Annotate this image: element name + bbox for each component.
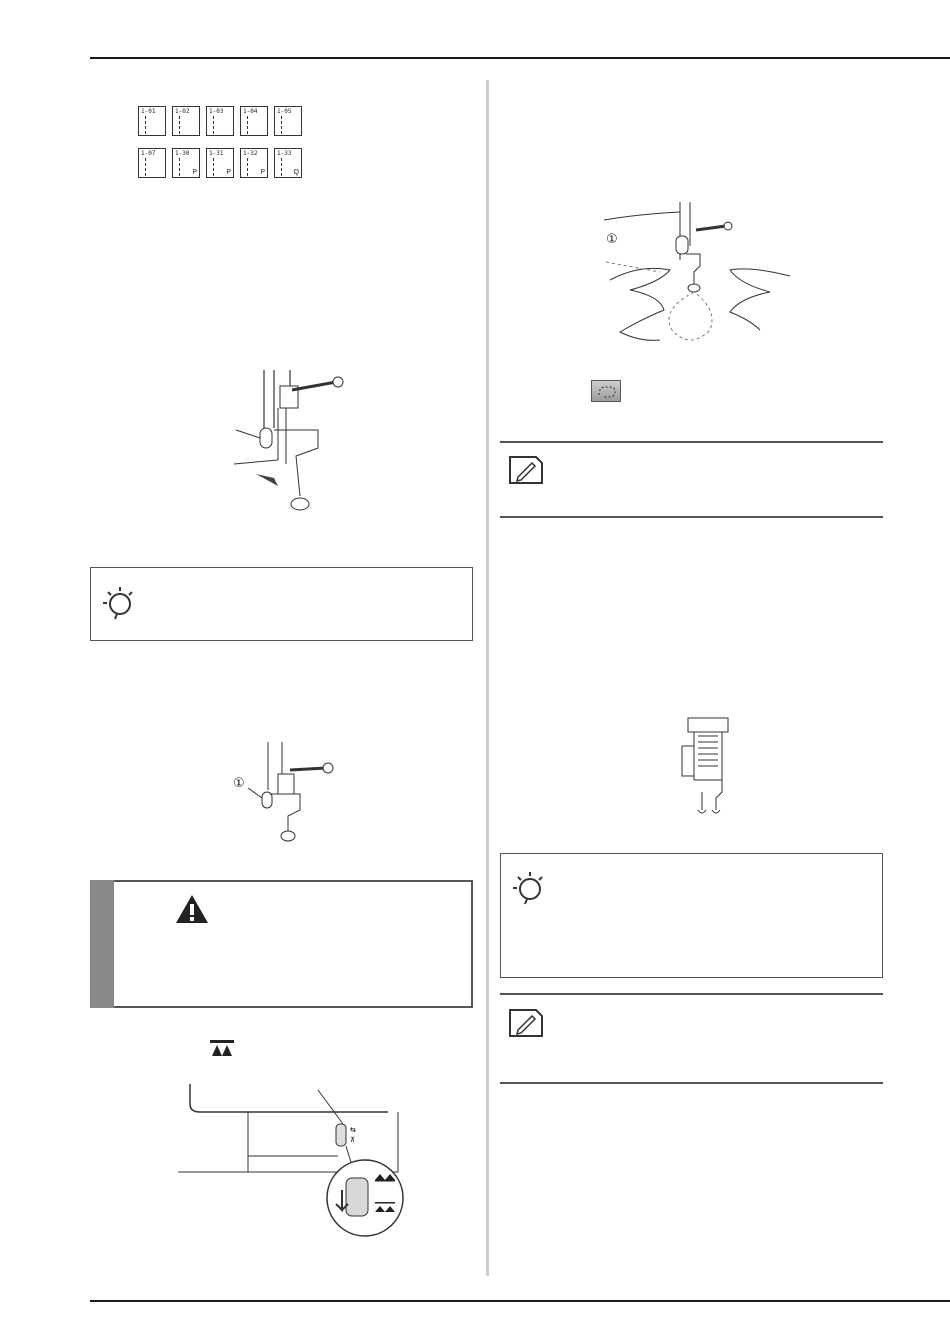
stitch-code: 1-32 <box>243 150 258 157</box>
stitch-pattern-cell <box>172 106 200 136</box>
stitch-line <box>281 158 282 176</box>
stitch-foot-code: P <box>192 169 197 176</box>
quilting-foot-illustration <box>676 716 746 816</box>
stitch-line <box>281 116 282 134</box>
stitch-line <box>179 116 180 134</box>
stitch-pattern-cell <box>274 148 302 178</box>
stitch-foot-code: P <box>226 169 231 176</box>
lightbulb-icon <box>512 870 546 904</box>
stitch-foot-code: Q <box>293 169 299 176</box>
memo-bottom-rule <box>500 1082 883 1084</box>
stitch-pattern-cell <box>138 106 166 136</box>
stitch-code: 1-02 <box>175 108 190 115</box>
stitch-line <box>247 116 248 134</box>
svg-text:⇆: ⇆ <box>350 1126 356 1134</box>
stitch-pattern-cell <box>274 106 302 136</box>
lightbulb-icon <box>102 585 136 619</box>
stitch-code: 1-33 <box>277 150 292 157</box>
stitch-line <box>213 116 214 134</box>
warning-side-bar <box>90 880 114 1008</box>
stitch-foot-code: P <box>260 169 265 176</box>
memo-bottom-rule <box>500 516 883 518</box>
presser-foot-illustration <box>230 368 360 513</box>
stitch-code: 1-01 <box>141 108 156 115</box>
stitch-line <box>213 158 214 176</box>
memo-top-rule <box>500 441 883 443</box>
stitch-line <box>247 158 248 176</box>
free-motion-hands-illustration <box>600 200 800 350</box>
stitch-pattern-cell <box>206 106 234 136</box>
stitch-code: 1-31 <box>209 150 224 157</box>
stitch-line <box>145 116 146 134</box>
feed-dog-lowered-icon <box>210 1040 234 1058</box>
pencil-memo-icon <box>508 1008 544 1038</box>
stitch-line <box>179 158 180 176</box>
tip-box <box>500 853 883 978</box>
free-motion-key-glyph <box>597 385 617 399</box>
pencil-memo-icon <box>508 455 544 485</box>
stitch-code: 1-03 <box>209 108 224 115</box>
stitch-pattern-cell <box>172 148 200 178</box>
column-divider <box>486 80 489 1276</box>
footer-rule <box>90 1300 950 1302</box>
presser-foot-callout-illustration <box>230 740 350 845</box>
stitch-code: 1-04 <box>243 108 258 115</box>
stitch-pattern-cell <box>138 148 166 178</box>
stitch-pattern-cell <box>206 148 234 178</box>
stitch-pattern-cell <box>240 148 268 178</box>
warning-box <box>90 880 473 1008</box>
stitch-pattern-cell <box>240 106 268 136</box>
stitch-line <box>145 158 146 176</box>
callout-number: ① <box>233 776 245 791</box>
free-motion-key-icon[interactable] <box>591 380 621 402</box>
stitch-code: 1-30 <box>175 150 190 157</box>
tip-box <box>90 567 473 641</box>
callout-number: ① <box>606 232 618 247</box>
svg-text:⊼: ⊼ <box>350 1136 356 1144</box>
stitch-code: 1-07 <box>141 150 156 157</box>
stitch-pattern-grid <box>138 106 308 186</box>
header-rule <box>90 57 950 59</box>
warning-triangle-icon <box>174 893 210 925</box>
memo-top-rule <box>500 993 883 995</box>
stitch-code: 1-05 <box>277 108 292 115</box>
feed-dog-lever-illustration <box>178 1082 408 1252</box>
